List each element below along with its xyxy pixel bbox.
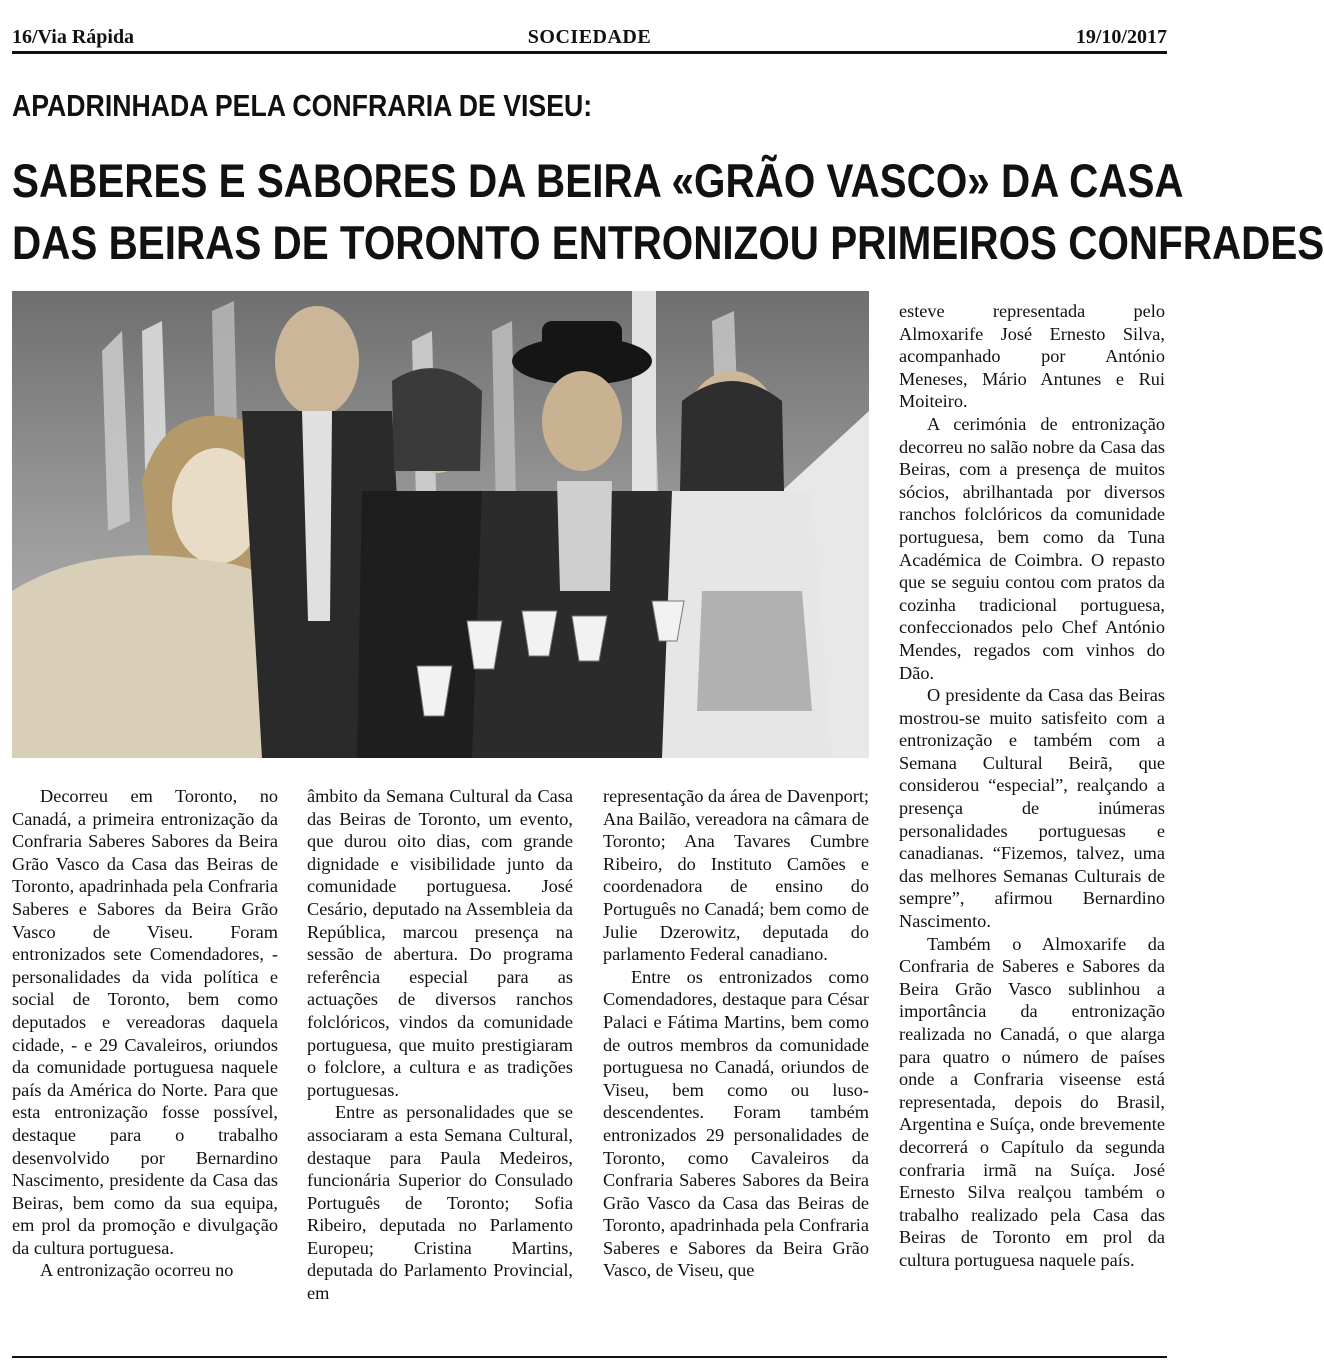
paragraph: Entre as personalidades que se associaram a esta Semana Cultural, destaque para Paula Medeiros, funcionária Superior do Consulado Português de Toronto; Sofia Ribeiro, deputada no Parlamento Europeu; Cristina Martins, deputada do Parlamento Provincial, em: [307, 1102, 573, 1304]
section-name: SOCIEDADE: [527, 26, 652, 48]
paragraph: Decorreu em Toronto, no Canadá, a primeira entronização da Confraria Saberes Sabores da Beira Grão Vasco da Casa das Beiras de Toronto, apadrinhada pela Confraria Saberes e Sabores da Beira Grão Vasco de Viseu. Foram entronizados sete Comendadores, - personalidades da vida política e social de Toronto, bem como deputados e vereadoras daquela cidade, - e 29 Cavaleiros, oriundos da comunidade portuguesa naquele país da América do Norte. Para que esta entronização fosse possível, destaque para o trabalho desenvolvido por Bernardino Nascimento, presidente da Casa das Beiras, bem como da sua equipa, em prol da promoção e divulgação da cultura portuguesa.: [12, 786, 278, 1258]
headline-line-2: DAS BEIRAS DE TORONTO ENTRONIZOU PRIMEIROS CONFRADES: [12, 216, 1324, 269]
headline-line-1: SABERES E SABORES DA BEIRA «GRÃO VASCO» DA CASA: [12, 154, 1184, 207]
page-header: [12, 26, 1167, 52]
article-column-3: [603, 785, 869, 1282]
paragraph: Entre os entronizados como Comendadores, destaque para César Palaci e Fátima Martins, bem como de outros membros da comunidade portuguesa no Canadá, oriundos de Viseu, bem como ou luso-descendentes. Foram também entronizados 29 personalidades de Toronto, como Cavaleiros da Confraria Saberes Sabores da Beira Grão Vasco da Casa das Beiras de Toronto, apadrinhada pela Confraria Saberes e Sabores da Beira Grão Vasco, de Viseu, que: [603, 966, 869, 1281]
header-rule: [12, 51, 1167, 54]
paragraph: A entronização ocorreu no: [40, 1260, 234, 1281]
footer-rule: [12, 1356, 1167, 1358]
paragraph: A cerimónia de entronização decorreu no salão nobre da Casa das Beiras, com a presença de muitos sócios, abrilhantada por diversos ranchos folclóricos da comunidade portuguesa, bem como da Tuna Académica de Coimbra. O repasto que se seguiu contou com pratos da cozinha tradicional portuguesa, confeccionados pelo Chef António Mendes, regados com vinhos do Dão.: [899, 413, 1165, 683]
paragraph: O presidente da Casa das Beiras mostrou-se muito satisfeito com a entronização e também com a Semana Cultural Beirã, que considerou “especial”, realçando a presença de inúmeras personalidades portuguesas e canadianas. “Fizemos, talvez, uma das melhores Semanas Culturais de sempre”, afirmou Bernardino Nascimento.: [899, 685, 1165, 932]
article-column-2: [307, 785, 573, 1305]
article-column-1: [12, 785, 278, 1282]
article-column-4: [899, 300, 1165, 1272]
group-photo-illustration: [12, 291, 869, 758]
article-headline: [12, 150, 1324, 274]
page-number-section: 16/Via Rápida: [12, 26, 135, 48]
paragraph: Também o Almoxarife da Confraria de Saberes e Sabores da Beira Grão Vasco sublinhou a importância da entronização realizada no Canadá, o que alarga para quatro o número de países onde a Confraria viseense está representada, depois do Brasil, Argentina e Suíça, onde brevemente decorrerá o Capítulo da segunda confraria irmã na Suíça. José Ernesto Silva realçou também o trabalho realizado pela Casa das Beiras de Toronto em prol da cultura portuguesa naquele país.: [899, 933, 1165, 1270]
article-kicker: APADRINHADA PELA CONFRARIA DE VISEU:: [12, 88, 593, 123]
paragraph: esteve representada pelo Almoxarife José Ernesto Silva, acompanhado por António Meneses, Mário Antunes e Rui Moiteiro.: [899, 301, 1165, 412]
paragraph: âmbito da Semana Cultural da Casa das Beiras de Toronto, um evento, que durou oito dias, com grande dignidade e visibilidade junto da comunidade portuguesa. José Cesário, deputado na Assembleia da República, marcou presença na sessão de abertura. Do programa referência especial para as actuações de diversos ranchos folclóricos, vindos da comunidade portuguesa, que muito prestigiaram o folclore, a cultura e as tradições portuguesas.: [307, 786, 573, 1100]
issue-date: 19/10/2017: [1075, 26, 1167, 48]
paragraph: representação da área de Davenport; Ana Bailão, vereadora na câmara de Toronto; Ana Tavares Cumbre Ribeiro, do Instituto Camões e coordenadora de ensino do Português no Canadá; bem como de Julie Dzerowitz, deputada do parlamento Federal canadiano.: [603, 786, 869, 965]
article-photo: [12, 291, 869, 758]
